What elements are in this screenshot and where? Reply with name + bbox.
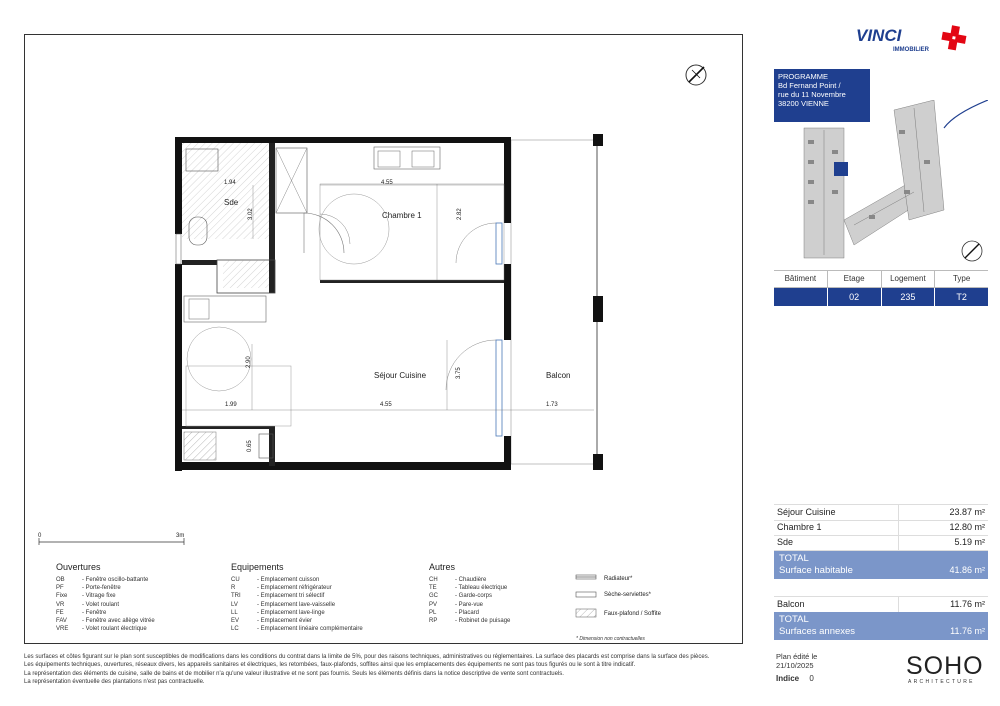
dim-label: 3.75 [456, 367, 462, 379]
legend-item [429, 609, 510, 617]
surface-value: 23.87 m² [949, 507, 985, 517]
legend-item [231, 617, 363, 625]
legend-code: FE [56, 609, 64, 616]
legend-item [429, 601, 510, 609]
legend-code: TRI [231, 593, 241, 600]
legend-code: GC [429, 593, 438, 600]
header-batiment: Bâtiment [784, 274, 817, 283]
legend-item [231, 584, 363, 592]
legend-faux-plafond: Faux-plafond / Soffite [604, 611, 661, 617]
brand-sub: IMMOBILIER [893, 47, 929, 53]
legend-label: - Garde-corps [455, 593, 493, 600]
surface-name: Sde [777, 537, 794, 547]
floor-plan [24, 34, 743, 644]
room-label-sejour: Séjour Cuisine [374, 371, 427, 380]
total-value: 11.76 m² [950, 626, 985, 636]
legend-label: - Emplacement linéaire complémentaire [257, 626, 363, 633]
dim-label: 2.82 [457, 208, 463, 220]
legend-item [56, 592, 155, 600]
legend-item [429, 576, 510, 584]
dim-label: 4.55 [381, 180, 393, 186]
surface-name: Chambre 1 [777, 522, 822, 532]
surface-row [774, 535, 988, 551]
total-sublabel: Surfaces annexes [779, 626, 856, 637]
legend-code: VR [56, 601, 65, 608]
legend-code: PV [429, 601, 438, 608]
total-habitable [774, 551, 988, 579]
legend-code: LV [231, 601, 238, 608]
legend-item [231, 609, 363, 617]
legend-label: - Fenêtre [82, 609, 107, 616]
legend-title: Ouvertures [56, 562, 101, 572]
legend-item [56, 576, 155, 584]
legend-equipements [231, 562, 363, 633]
legend-item [429, 584, 510, 592]
programme-address: rue du 11 Novembre [778, 90, 846, 99]
scale-end: 3m [176, 533, 185, 539]
legend-note: * Dimension non contractuelles [576, 636, 645, 642]
total-label: TOTAL [779, 553, 809, 564]
legend-ouvertures [56, 562, 155, 633]
value-etage: 02 [827, 288, 881, 306]
plan-edit-label: Plan édité le [776, 652, 818, 661]
surface-value: 12.80 m² [949, 522, 985, 532]
legend-autres [429, 562, 510, 625]
architect-name: SOHO [906, 652, 984, 680]
value-type: T2 [934, 288, 988, 306]
legend-label: - Emplacement cuisson [257, 577, 320, 583]
legend-code: RP [429, 618, 438, 625]
legend-symbols [576, 575, 662, 642]
dim-label: 4.55 [380, 402, 392, 408]
legend-item [56, 625, 155, 633]
dim-label: 1.94 [224, 180, 236, 186]
value-batiment [774, 288, 827, 306]
site-north-arrow-icon [962, 241, 982, 261]
legend-title: Equipements [231, 562, 284, 572]
legend-label: - Tableau électrique [455, 585, 508, 592]
programme-title: PROGRAMME [778, 72, 829, 81]
disclaimer-line: La représentation des éléments de cuisine, salle de bains et de mobilier n'a qu'une valeur illustrative et ne sont pas fournis. Seuls les éléments définis dans la notice descriptive de vente sont contractuels. [24, 670, 564, 677]
programme-address: Bd Fernand Point / [778, 81, 841, 90]
legend-label: - Placard [455, 609, 480, 616]
legend-code: LC [231, 626, 239, 633]
room-label-sde: Sde [224, 198, 239, 207]
legend-code: PL [429, 609, 437, 616]
north-arrow-icon [686, 65, 706, 85]
room-label-balcon: Balcon [546, 371, 571, 380]
total-sublabel: Surface habitable [779, 565, 853, 576]
legend-label: - Fenêtre oscillo-battante [82, 577, 149, 583]
legend-item [429, 617, 510, 625]
legend-code: R [231, 585, 236, 592]
dim-label: 0.65 [247, 440, 253, 452]
plan-edit-date [776, 652, 817, 670]
surface-row [774, 504, 988, 521]
legend-item [429, 592, 510, 600]
legend-item [231, 625, 363, 633]
legend-label: - Emplacement tri sélectif [257, 593, 325, 600]
legend-code: VRE [56, 626, 69, 633]
legend-item [56, 609, 155, 617]
site-map [774, 100, 988, 268]
legend-code: Fixe [56, 593, 68, 600]
header-etage: Etage [827, 271, 881, 287]
legend-code: TE [429, 585, 437, 592]
legend-radiateur: Radiateur* [604, 576, 633, 582]
legend-item [56, 584, 155, 592]
unit-info-table [774, 270, 988, 306]
room-label-chambre: Chambre 1 [382, 211, 422, 220]
surface-row [774, 596, 988, 613]
legend-label: - Pare-vue [455, 601, 484, 608]
legend-label: - Porte-fenêtre [82, 585, 121, 592]
legend-code: PF [56, 585, 64, 592]
header-logement: Logement [881, 271, 935, 287]
header-type: Type [934, 271, 988, 287]
legend-code: LL [231, 609, 238, 616]
surface-name: Balcon [777, 599, 805, 609]
total-label: TOTAL [779, 614, 809, 625]
surface-value: 5.19 m² [954, 537, 985, 547]
disclaimer [24, 653, 754, 686]
architect-sub: ARCHITECTURE [908, 679, 975, 685]
legend-item [231, 592, 363, 600]
legend-code: CU [231, 577, 240, 583]
vinci-logo [856, 24, 976, 54]
legend-label: - Fenêtre avec allège vitrée [82, 618, 155, 625]
indice-value: 0 [809, 674, 814, 683]
indice [776, 674, 814, 683]
dim-label: 1.73 [546, 402, 558, 408]
legend-seche: Sèche-serviettes* [604, 592, 652, 598]
legend-label: - Vitrage fixe [82, 593, 116, 600]
total-value: 41.86 m² [949, 565, 985, 575]
legend-label: - Emplacement évier [257, 618, 313, 625]
disclaimer-line: Les surfaces et côtes figurant sur le plan sont susceptibles de modifications dans les conditions du contrat dans la limite de 5%, pour des raisons techniques, administratives ou réglementaires. La surface des placards est comprise dans la surface des pièces. [24, 654, 710, 660]
legend-label: - Emplacement lave-linge [257, 609, 325, 616]
scale-bar [38, 533, 184, 545]
value-logement: 235 [881, 288, 935, 306]
disclaimer-line: Les équipements techniques, ouvertures, réseaux divers, les appareils sanitaires et électriques, les retombées, faux-plafonds, soffites ainsi que les emplacements des équipements ne sont pas tous figurés ou le sont à titre indicatif. [24, 662, 636, 669]
legend-label: - Chaudière [455, 577, 487, 583]
legend-title: Autres [429, 562, 456, 572]
legend-label: - Emplacement réfrigérateur [257, 585, 332, 592]
legend-item [231, 576, 363, 584]
legend-label: - Emplacement lave-vaisselle [257, 601, 336, 608]
legend-label: - Volet roulant [82, 601, 120, 608]
legend-item [56, 601, 155, 609]
surface-value: 11.76 m² [950, 599, 985, 609]
surface-name: Séjour Cuisine [777, 507, 836, 517]
legend-code: CH [429, 577, 438, 583]
legend-code: FAV [56, 618, 67, 625]
programme-address: 38200 VIENNE [778, 99, 829, 108]
indice-label: Indice [776, 674, 800, 683]
dim-label: 3.02 [248, 208, 254, 220]
plan-edit-value: 21/10/2025 [776, 661, 814, 670]
legend-item [231, 601, 363, 609]
dim-label: 2.90 [246, 356, 252, 368]
legend-code: EV [231, 618, 240, 625]
legend-code: OB [56, 577, 65, 583]
legend-label: - Volet roulant électrique [82, 626, 147, 633]
legend-item [56, 617, 155, 625]
scale-start: 0 [38, 533, 42, 539]
brand-name: VINCI [856, 26, 902, 45]
soho-architecture-logo [906, 650, 990, 686]
legend-label: - Robinet de puisage [455, 618, 511, 625]
surface-row [774, 520, 988, 536]
dim-label: 1.99 [225, 402, 237, 408]
total-annexes [774, 612, 988, 640]
disclaimer-line: La représentation éventuelle des plantations n'est pas contractuelle. [24, 678, 205, 685]
